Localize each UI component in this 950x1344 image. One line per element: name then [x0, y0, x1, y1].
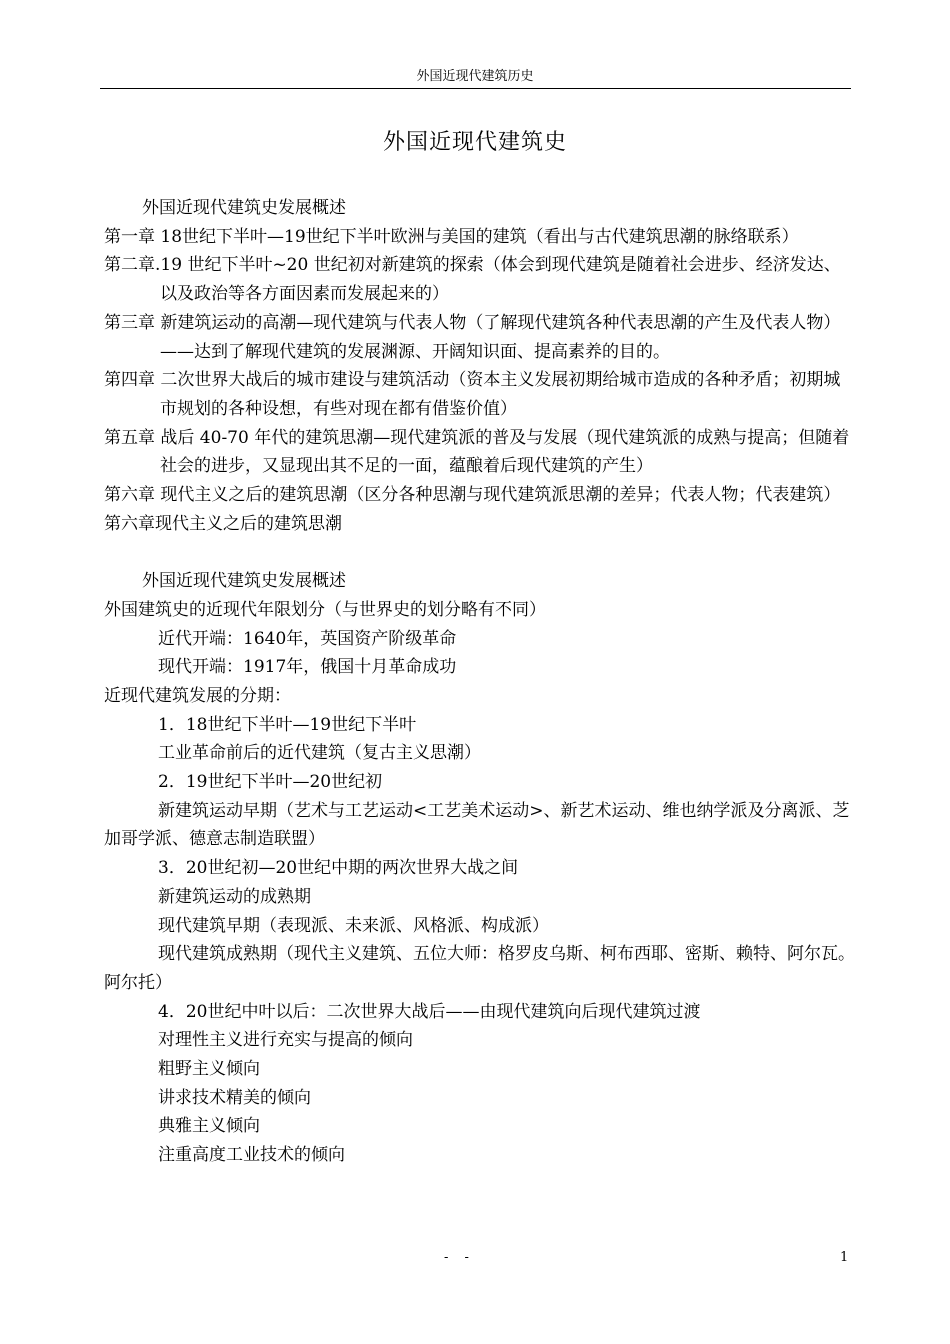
modern-early-start: 近代开端：1640年，英国资产阶级革命 [158, 628, 457, 649]
period-4-item: 注重高度工业技术的倾向 [158, 1145, 345, 1166]
periods-heading: 近现代建筑发展的分期： [104, 685, 291, 706]
period-2-title: 2．19世纪下半叶—20世纪初 [158, 772, 383, 793]
toc-chapter-6-short: 第六章现代主义之后的建筑思潮 [104, 513, 342, 534]
toc-chapter-6: 第六章 现代主义之后的建筑思潮（区分各种思潮与现代建筑派思潮的差异；代表人物；代表建筑） [104, 485, 841, 506]
toc-chapter-4: 第四章 二次世界大战后的城市建设与建筑活动（资本主义发展初期给城市造成的各种矛盾；初期城市规划的各种设想，有些对现在都有借鉴价值） [104, 370, 841, 419]
overview-heading: 外国近现代建筑史发展概述 [142, 571, 346, 592]
toc-chapter-1: 第一章 18世纪下半叶—19世纪下半叶欧洲与美国的建筑（看出与古代建筑思潮的脉络联系） [104, 226, 799, 247]
period-3-title: 3．20世纪初—20世纪中期的两次世界大战之间 [158, 858, 519, 879]
period-2-desc: 新建筑运动早期（艺术与工艺运动<工艺美术运动>、新艺术运动、维也纳学派及分离派、芝加哥学派、德意志制造联盟） [104, 800, 850, 850]
header-rule [100, 88, 851, 89]
footer-dots: - - [444, 1250, 475, 1265]
period-3-sub-2: 现代建筑早期（表现派、未来派、风格派、构成派） [158, 915, 549, 936]
period-4-item: 讲求技术精美的倾向 [158, 1087, 311, 1108]
document-title: 外国近现代建筑史 [382, 130, 567, 155]
running-header: 外国近现代建筑历史 [416, 69, 534, 84]
period-4-item: 粗野主义倾向 [158, 1059, 260, 1080]
modern-start: 现代开端：1917年，俄国十月革命成功 [158, 657, 457, 678]
document-body [104, 194, 856, 1170]
period-3-sub-1: 新建筑运动的成熟期 [158, 886, 311, 907]
period-4-item: 对理性主义进行充实与提高的倾向 [158, 1030, 413, 1051]
period-4-title: 4．20世纪中叶以后：二次世界大战后——由现代建筑向后现代建筑过渡 [158, 1001, 701, 1022]
period-1-title: 1．18世纪下半叶—19世纪下半叶 [158, 714, 417, 735]
toc-chapter-2: 第二章.19 世纪下半叶~20 世纪初对新建筑的探索（体会到现代建筑是随着社会进步、经济发达、以及政治等各方面因素而发展起来的） [104, 255, 841, 305]
period-4-item: 典雅主义倾向 [158, 1116, 260, 1137]
toc-heading: 外国近现代建筑史发展概述 [142, 198, 346, 218]
spacer [104, 538, 856, 567]
toc-chapter-3: 第三章 新建筑运动的高潮—现代建筑与代表人物（了解现代建筑各种代表思潮的产生及代表人物）——达到了解现代建筑的发展渊源、开阔知识面、提高素养的目的。 [104, 312, 841, 362]
page-number: 1 [840, 1250, 849, 1265]
period-3-sub-3: 现代建筑成熟期（现代主义建筑、五位大师：格罗皮乌斯、柯布西耶、密斯、赖特、阿尔瓦。阿尔托） [104, 944, 855, 993]
division-intro: 外国建筑史的近现代年限划分（与世界史的划分略有不同） [104, 599, 546, 620]
period-1-desc: 工业革命前后的近代建筑（复古主义思潮） [158, 743, 481, 764]
toc-chapter-5: 第五章 战后 40-70 年代的建筑思潮—现代建筑派的普及与发展（现代建筑派的成熟与提高；但随着社会的进步，又显现出其不足的一面，蕴酿着后现代建筑的产生） [104, 427, 850, 477]
